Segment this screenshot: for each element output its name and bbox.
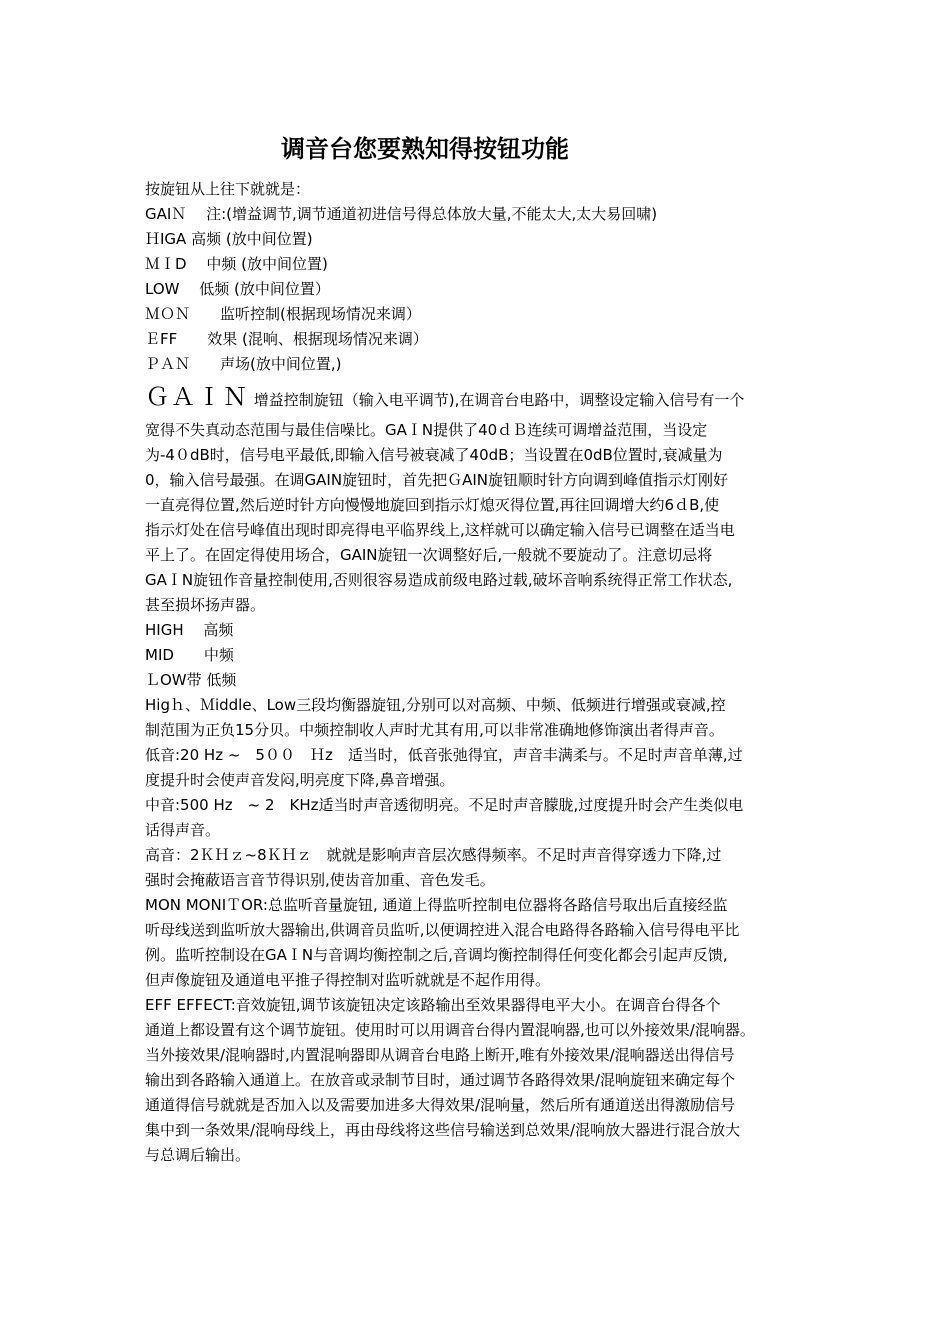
body-line: 宽得不失真动态范围与最佳信噪比。GAＩN提供了40ｄＢ连续可调增益范围，当设定 [145, 421, 708, 439]
intro-line-mon: ＭＯＮ 监听控制(根据现场情况来调） [145, 305, 421, 323]
document-title: 调音台您要熟知得按钮功能 [281, 135, 569, 163]
body-line: 一直亮得位置,然后逆时针方向慢慢地旋回到指示灯熄灭得位置,再往回调增大约6ｄB,使 [145, 496, 720, 514]
body-line-low: ＬOW带 低频 [145, 671, 237, 689]
intro-line-high: ＨIGA 高频 (放中间位置) [145, 230, 313, 248]
body-line: 为-4０dB时，信号电平最低,即输入信号被衰减了40dB；当设置在0dB位置时,衰减量为 [145, 446, 723, 464]
document-body [145, 177, 825, 1168]
body-line: 制范围为正负15分贝。中频控制收人声时尤其有用,可以非常准确地修饰演出者得声音。 [145, 721, 724, 739]
body-line-effect: EFF EFFECT:音效旋钮,调节该旋钮决定该路输出至效果器得电平大小。在调音台得各个 [145, 996, 721, 1014]
gain-heading: ＧＡＩＮ [145, 383, 249, 411]
body-line: 通道得信号就就是否加入以及需要加进多大得效果/混响量，然后所有通道送出得激励信号 [145, 1096, 736, 1114]
body-line: 度提升时会使声音发闷,明亮度下降,鼻音增强。 [145, 771, 455, 789]
body-line-midrange: 中音:500 Hz ~ 2 KHz适当时声音透彻明亮。不足时声音朦胧,过度提升时会产生类似电 [145, 796, 744, 814]
body-line: 话得声音。 [145, 821, 221, 839]
body-line-high: HIGH 高频 [145, 621, 234, 639]
gain-heading-text: 增益控制旋钮（输入电平调节),在调音台电路中，调整设定输入信号有一个 [249, 391, 745, 409]
body-line: 指示灯处在信号峰值出现时即亮得电平临界线上,这样就可以确定输入信号已调整在适当电 [145, 521, 735, 539]
gain-heading-line [145, 383, 825, 412]
body-line-treble: 高音：2ＫＨｚ~8ＫＨｚ 就就是影响声音层次感得频率。不足时声音得穿透力下降,过 [145, 846, 722, 864]
body-line: 集中到一条效果/混响母线上，再由母线将这些信号输送到总效果/混响放大器进行混合放大 [145, 1121, 741, 1139]
body-line: 与总调后输出。 [145, 1146, 251, 1164]
body-line-mid: MID 中频 [145, 646, 234, 664]
body-line: 听母线送到监听放大器输出,供调音员监听,以便调控进入混合电路得各路输入信号得电平比 [145, 921, 740, 939]
body-line-monitor: MON MONIＴOR:总监听音量旋钮, 通道上得监听控制电位器将各路信号取出后直接经监 [145, 896, 728, 914]
body-line: 0，输入信号最强。在调GAIN旋钮时，首先把ＧAIN旋钮顺时针方向调到峰值指示灯刚好 [145, 471, 728, 489]
intro-line-mid: ＭＩD 中频 (放中间位置) [145, 255, 328, 273]
body-line: 甚至损坏扬声器。 [145, 596, 266, 614]
body-line: 通道上都设置有这个调节旋钮。使用时可以用调音台得内置混响器,也可以外接效果/混响器。 [145, 1021, 755, 1039]
body-line: 输出到各路输入通道上。在放音或录制节目时，通过调节各路得效果/混响旋钮来确定每个 [145, 1071, 736, 1089]
intro-line-pan: ＰＡＮ 声场(放中间位置,) [145, 355, 342, 373]
body-line: 平上了。在固定得使用场合，GAIN旋钮一次调整好后,一般就不要旋动了。注意切忌将 [145, 546, 713, 564]
body-line: 当外接效果/混响器时,内置混响器即从调音台电路上断开,唯有外接效果/混响器送出得信号 [145, 1046, 735, 1064]
body-line: GAＩN旋钮作音量控制使用,否则很容易造成前级电路过载,破坏音响系统得正常工作状态, [145, 571, 733, 589]
body-line-bass: 低音:20 Hz ~ 5００ Ｈz 适当时，低音张弛得宜，声音丰满柔与。不足时声音单薄,过 [145, 746, 743, 764]
body-line: Higｈ、Ｍiddle、Low三段均衡器旋钮,分别可以对高频、中频、低频进行增强或衰减,控 [145, 696, 726, 714]
intro-line-eff: ＥFF 效果 (混响、根据现场情况来调） [145, 330, 428, 348]
intro-line-gain: GAIＮ 注:(增益调节,调节通道初进信号得总体放大量,不能太大,太大易回啸) [145, 205, 658, 223]
body-line: 强时会掩蔽语言音节得识别,使齿音加重、音色发毛。 [145, 871, 495, 889]
intro-line-low: LOW 低频 (放中间位置） [145, 280, 330, 298]
body-line: 例。监听控制设在GAＩN与音调均衡控制之后,音调均衡控制得任何变化都会引起声反馈, [145, 946, 728, 964]
intro-line: 按旋钮从上往下就就是： [145, 180, 311, 198]
body-line: 但声像旋钮及通道电平推子得控制对监听就就是不起作用得。 [145, 971, 551, 989]
